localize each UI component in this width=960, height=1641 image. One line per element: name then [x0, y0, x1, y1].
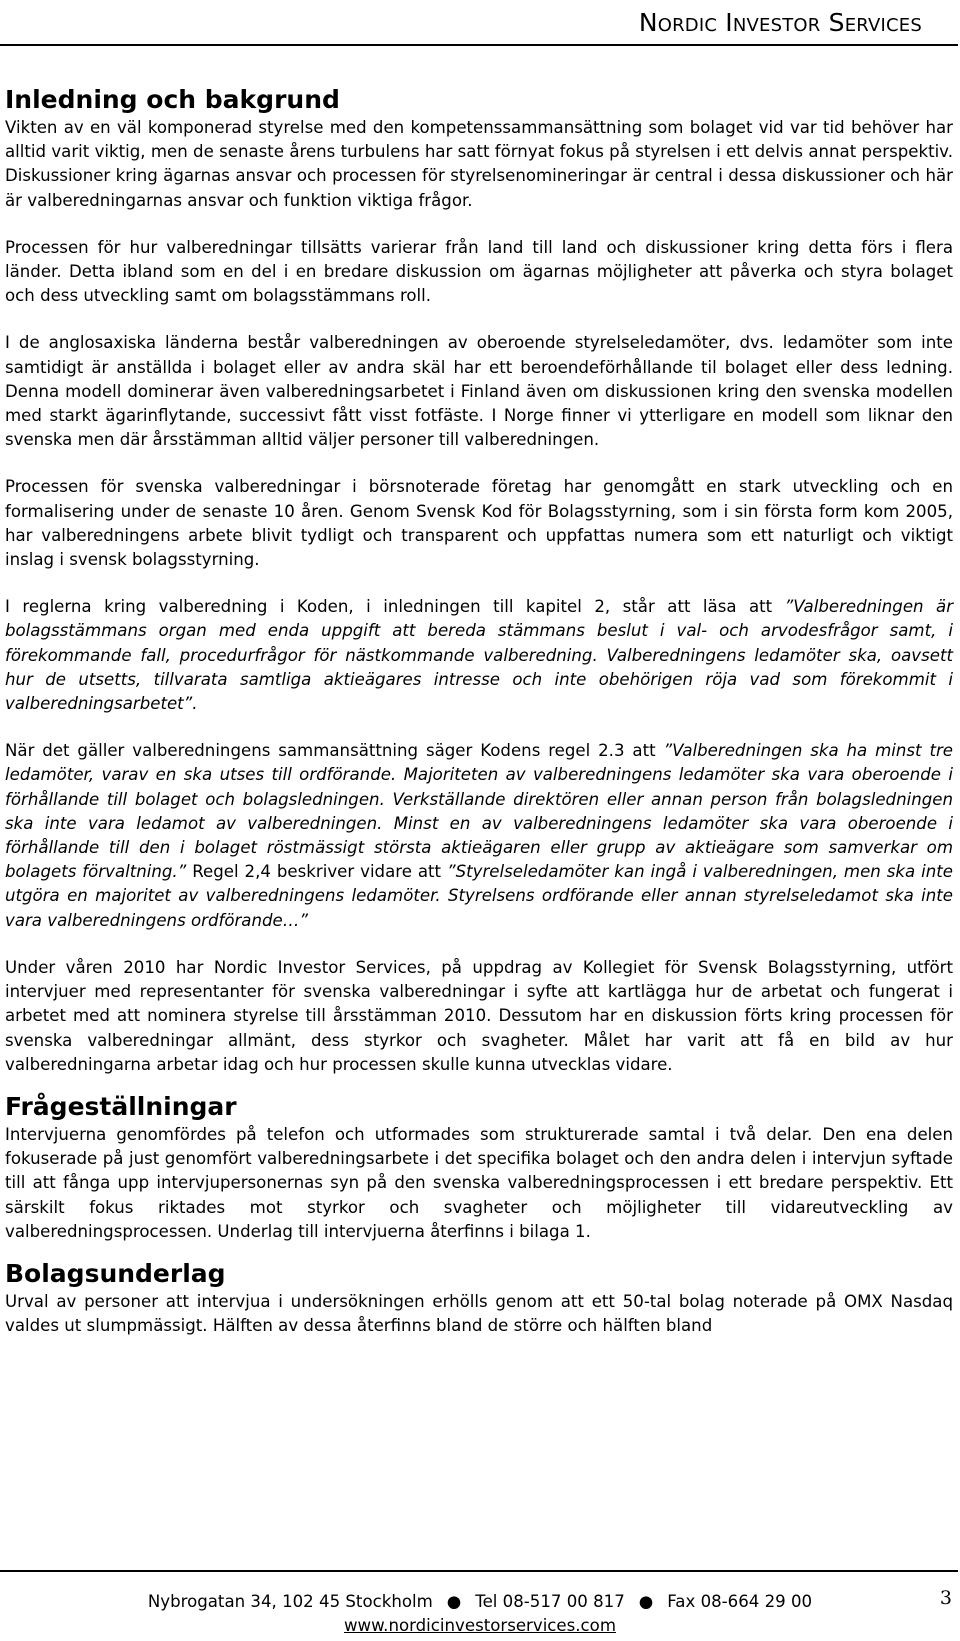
code-quote-valberedning: ”Valberedningen är bolagsstämmans organ med enda uppgift att bereda stämmans beslut i val- och arvodesfrågor samt, i förekommande fall, procedurfrågor för nästkommande valberedning. Valberedningens ledamöter ska, oavsett hur de utsetts, tillvarata samtliga aktieägares intresse och inte obehörigen röja vad som förekommit i valberedningsarbetet”.	[5, 597, 954, 714]
paragraph-questions-1: Intervjuerna genomfördes på telefon och utformades som strukturerade samtal i två delar. Den ena delen fokuserade på just genomfört valberedningsarbete i det specifika bolaget och den andra delen i intervjun syftade till att fånga upp intervjupersonernas syn på den svenska valberedningsprocessen i ett bredare perspektiv. Ett särskilt fokus riktades mot styrkor och svagheter och möjligheter till vidareutveckling av valberedningsprocessen. Underlag till intervjuerna återfinns i bilaga 1.	[5, 1124, 953, 1241]
footer-fax: Fax 08-664 29 00	[667, 1592, 813, 1611]
paragraph-intro-6-lead: När det gäller valberedningens sammansättning säger Kodens regel 2.3 att	[5, 741, 664, 761]
section-heading-intro: Inledning och bakgrund	[5, 85, 340, 114]
bullet-icon: ●	[446, 1592, 462, 1611]
code-quote-rule-2-4: ”Styrelseledamöter kan ingå i valberedningen, men ska inte utgöra en majoritet av valberedningens ledamöter. Styrelsens ordförande eller annan styrelseledamot ska inte vara valberedningens ordförande…”	[5, 862, 953, 930]
paragraph-intro-7: Under våren 2010 har Nordic Investor Services, på uppdrag av Kollegiet för Svensk Bolagsstyrning, utfört intervjuer med representanter för svenska valberedningar i syfte att kartlägga hur de arbetat och fungerat i arbetet med att nominera styrelse till årsstämman 2010. Dessutom har en diskussion förts kring processen för svenska valberedningar allmänt, dess styrkor och svagheter. Målet har varit att få en bild av hur valberedningarna arbetar idag och hur processen skulle kunna utvecklas vidare.	[5, 957, 953, 1074]
paragraph-intro-3: I de anglosaxiska länderna består valberedningen av oberoende styrelseledamöter, dvs. ledamöter som inte samtidigt är anställda i bolaget eller av andra skäl har ett beroendeförhållande til bolaget eller dess ledning. Denna modell dominerar även valberedningsarbetet i Finland även om diskussionen kring den svenska modellen med starkt ägarinflytande, successivt fått visst fotfäste. I Norge finner vi ytterligare en modell som liknar den svenska men där årsstämman alltid väljer personer till valberedningen.	[5, 333, 953, 450]
paragraph-intro-2: Processen för hur valberedningar tillsätts varierar från land till land och diskussioner kring detta förs i flera länder. Detta ibland som en del i en bredare diskussion om ägarnas möjligheter att påverka och styra bolaget och dess utveckling samt om bolagsstämmans roll.	[5, 237, 953, 306]
paragraph-intro-6	[5, 739, 953, 933]
footer-address: Nybrogatan 34, 102 45 Stockholm	[147, 1592, 433, 1611]
bullet-icon: ●	[638, 1592, 654, 1611]
paragraph-intro-1: Vikten av en väl komponerad styrelse med den kompetenssammansättning som bolaget vid var tid behöver har alltid varit viktig, men de senaste årens turbulens har satt förnyat fokus på styrelsen i ett delvis annat perspektiv. Diskussioner kring ägarnas ansvar och processen för styrelsenomineringar är central i dessa diskussioner och här är valberedningarnas ansvar och funktion viktiga frågor.	[5, 118, 953, 210]
footer-divider	[0, 1570, 958, 1572]
document-body	[5, 84, 953, 1361]
paragraph-intro-5-lead: I reglerna kring valberedning i Koden, i inledningen till kapitel 2, står att läsa att	[5, 597, 785, 617]
footer-website-link[interactable]: www.nordicinvestorservices.com	[343, 1616, 616, 1635]
section-heading-basis: Bolagsunderlag	[5, 1258, 226, 1288]
header-divider	[0, 44, 958, 46]
section-heading-questions: Frågeställningar	[5, 1091, 237, 1121]
page-header	[0, 0, 960, 47]
paragraph-intro-5	[5, 595, 953, 716]
footer-phone: Tel 08-517 00 817	[475, 1592, 625, 1611]
paragraph-intro-6-mid: Regel 2,4 beskriver vidare att	[186, 862, 448, 882]
page-footer	[0, 1570, 960, 1641]
paragraph-intro-4: Processen för svenska valberedningar i börsnoterade företag har genomgått en stark utveckling och en formalisering under de senaste 10 åren. Genom Svensk Kod för Bolagsstyrning, som i sin första form kom 2005, har valberedningens arbete blivit tydligt och transparent och uppfattas numera som ett naturligt och viktigt inslag i svensk bolagsstyrning.	[5, 477, 953, 570]
footer-contact-line	[0, 1592, 960, 1611]
code-quote-rule-2-3: ”Valberedningen ska ha minst tre ledamöter, varav en ska utses till ordförande. Majoriteten av valberedningens ledamöter ska vara oberoende i förhållande till bolaget och bolagsledningen. Verkställande direktören eller annan person från bolagsledningen ska inte vara ledamot av valberedningen. Minst en av valberedningens ledamöter ska vara oberoende i förhållande till den i bolaget röstmässigt största aktieägaren eller grupp av aktieägare som samverkar om bolagets förvaltning.”	[5, 741, 953, 882]
company-name-header: Nordic Investor Services	[638, 8, 922, 37]
page-number: 3	[939, 1587, 952, 1609]
paragraph-basis-1: Urval av personer att intervjua i undersökningen erhölls genom att ett 50-tal bolag noterade på OMX Nasdaq valdes ut slumpmässigt. Hälften av dessa återfinns bland de större och hälften bland	[5, 1291, 953, 1336]
